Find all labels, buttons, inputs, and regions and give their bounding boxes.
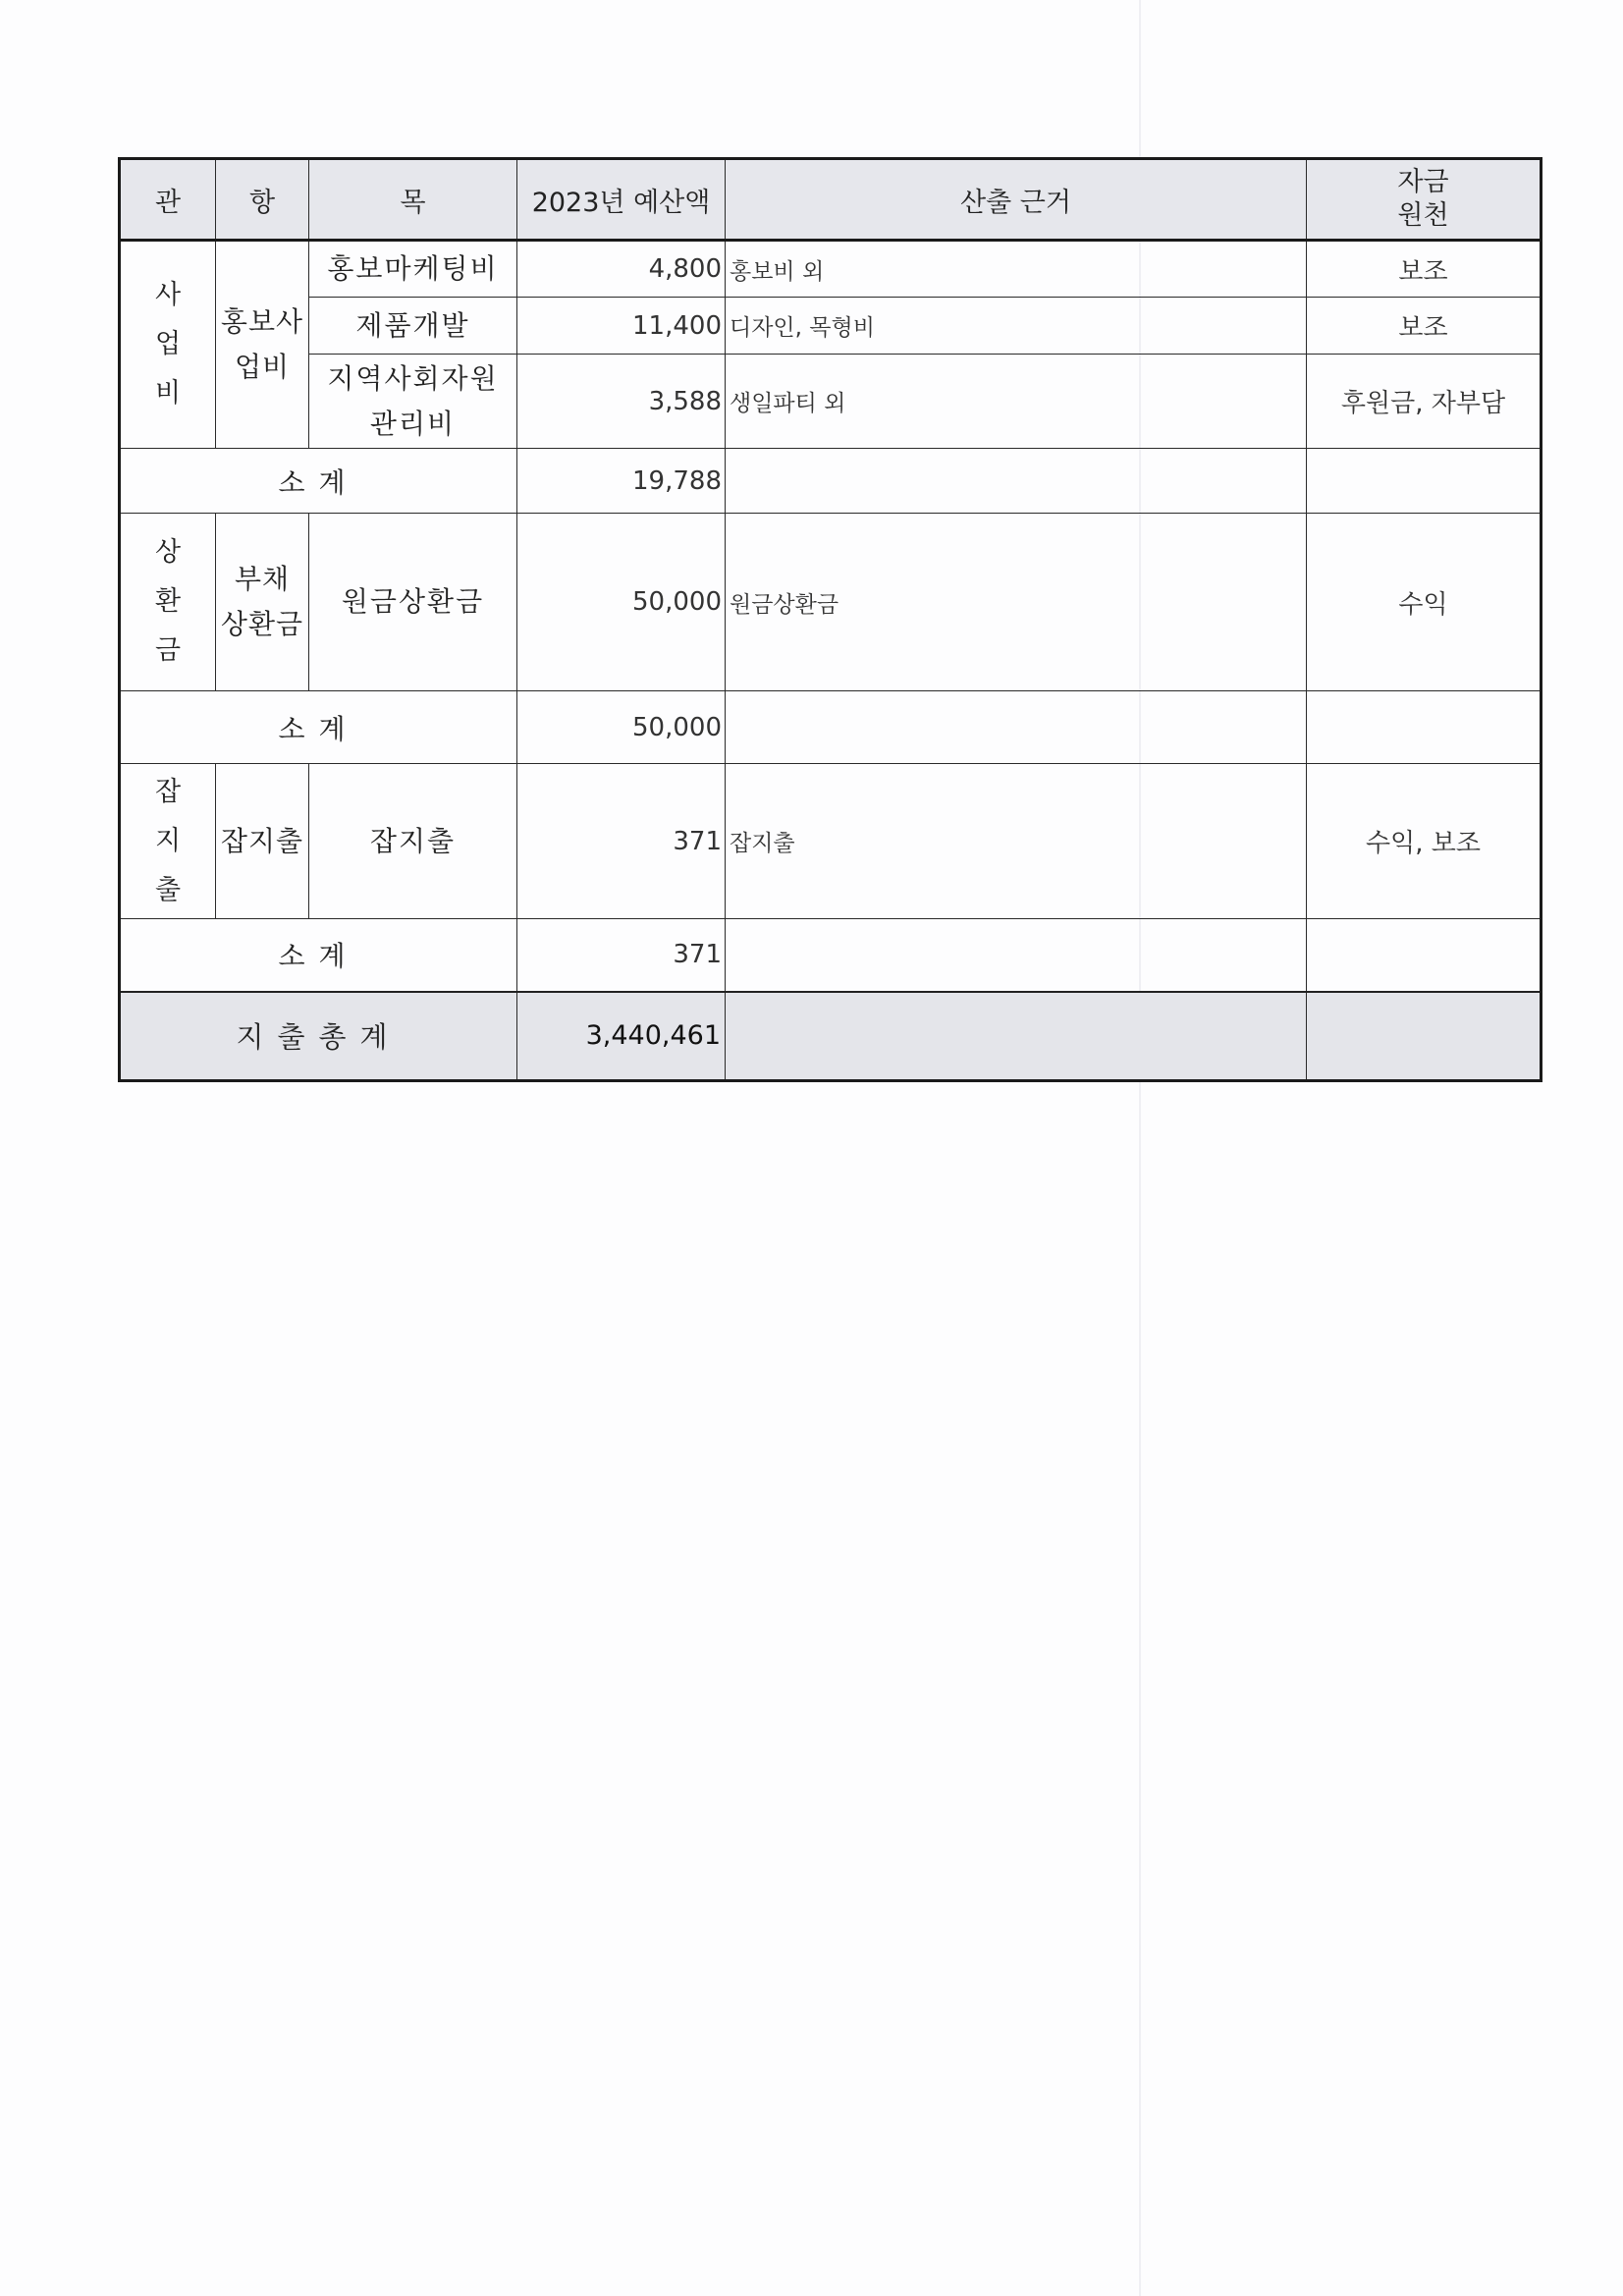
- header-mok: 목: [309, 159, 517, 241]
- mok-line: 지역사회자원: [327, 361, 499, 395]
- table-row: [120, 514, 1542, 691]
- mok-cell: 홍보마케팅비: [309, 241, 517, 298]
- mok-cell: 잡지출: [309, 764, 517, 919]
- table-header-row: [120, 159, 1542, 241]
- table-row: [120, 241, 1542, 298]
- subtotal-label: 소계: [120, 449, 517, 514]
- subtotal-row: [120, 691, 1542, 764]
- header-gwan: 관: [120, 159, 216, 241]
- gwan-char: 금: [154, 635, 182, 666]
- subtotal-source-empty: [1307, 449, 1542, 514]
- table-row: [120, 355, 1542, 449]
- amount-cell: 3,588: [517, 355, 726, 449]
- header-budget: 2023년 예산액: [517, 159, 726, 241]
- amount-cell: 4,800: [517, 241, 726, 298]
- amount-cell: 11,400: [517, 298, 726, 355]
- hang-line: 상환금: [220, 608, 304, 640]
- table-row: [120, 298, 1542, 355]
- hang-cell-debt: [216, 514, 309, 691]
- gwan-char: 지: [154, 825, 182, 856]
- expenditure-budget-table: [118, 157, 1542, 1082]
- subtotal-amount: 50,000: [517, 691, 726, 764]
- header-source: [1307, 159, 1542, 241]
- hang-cell-promotion: [216, 241, 309, 449]
- source-cell: 후원금, 자부담: [1307, 355, 1542, 449]
- gwan-char: 업: [154, 329, 182, 359]
- grand-total-row: [120, 992, 1542, 1081]
- basis-cell: 디자인, 목형비: [726, 298, 1307, 355]
- hang-line: 부채: [234, 563, 291, 595]
- header-basis: 산출 근거: [726, 159, 1307, 241]
- mok-cell: 제품개발: [309, 298, 517, 355]
- subtotal-amount: 19,788: [517, 449, 726, 514]
- amount-cell: 371: [517, 764, 726, 919]
- basis-cell: 원금상환금: [726, 514, 1307, 691]
- gwan-char: 잡: [154, 776, 182, 807]
- header-source-line2: 원천: [1397, 200, 1449, 231]
- gwan-cell-misc: [120, 764, 216, 919]
- subtotal-label: 소계: [120, 691, 517, 764]
- gwan-char: 출: [154, 874, 182, 905]
- subtotal-source-empty: [1307, 919, 1542, 992]
- gwan-cell-business: [120, 241, 216, 449]
- subtotal-row: [120, 449, 1542, 514]
- hang-cell-misc: 잡지출: [216, 764, 309, 919]
- hang-line: 홍보사: [220, 305, 304, 338]
- subtotal-amount: 371: [517, 919, 726, 992]
- mok-cell: [309, 355, 517, 449]
- basis-cell: 홍보비 외: [726, 241, 1307, 298]
- subtotal-label: 소계: [120, 919, 517, 992]
- gwan-char: 비: [154, 378, 182, 409]
- gwan-char: 환: [154, 586, 182, 617]
- subtotal-source-empty: [1307, 691, 1542, 764]
- source-cell: 수익, 보조: [1307, 764, 1542, 919]
- subtotal-row: [120, 919, 1542, 992]
- grand-total-source-empty: [1307, 992, 1542, 1081]
- subtotal-basis-empty: [726, 449, 1307, 514]
- mok-line: 관리비: [369, 407, 457, 440]
- subtotal-basis-empty: [726, 691, 1307, 764]
- grand-total-amount: 3,440,461: [517, 992, 726, 1081]
- header-source-line1: 자금: [1397, 167, 1449, 197]
- source-cell: 보조: [1307, 241, 1542, 298]
- gwan-cell-repayment: [120, 514, 216, 691]
- header-hang: 항: [216, 159, 309, 241]
- grand-total-basis-empty: [726, 992, 1307, 1081]
- grand-total-label: 지출총계: [120, 992, 517, 1081]
- source-cell: 보조: [1307, 298, 1542, 355]
- gwan-char: 상: [154, 537, 182, 568]
- mok-cell: 원금상환금: [309, 514, 517, 691]
- amount-cell: 50,000: [517, 514, 726, 691]
- basis-cell: 잡지출: [726, 764, 1307, 919]
- hang-line: 업비: [234, 351, 291, 383]
- source-cell: 수익: [1307, 514, 1542, 691]
- basis-cell: 생일파티 외: [726, 355, 1307, 449]
- table-row: [120, 764, 1542, 919]
- subtotal-basis-empty: [726, 919, 1307, 992]
- gwan-char: 사: [154, 280, 182, 310]
